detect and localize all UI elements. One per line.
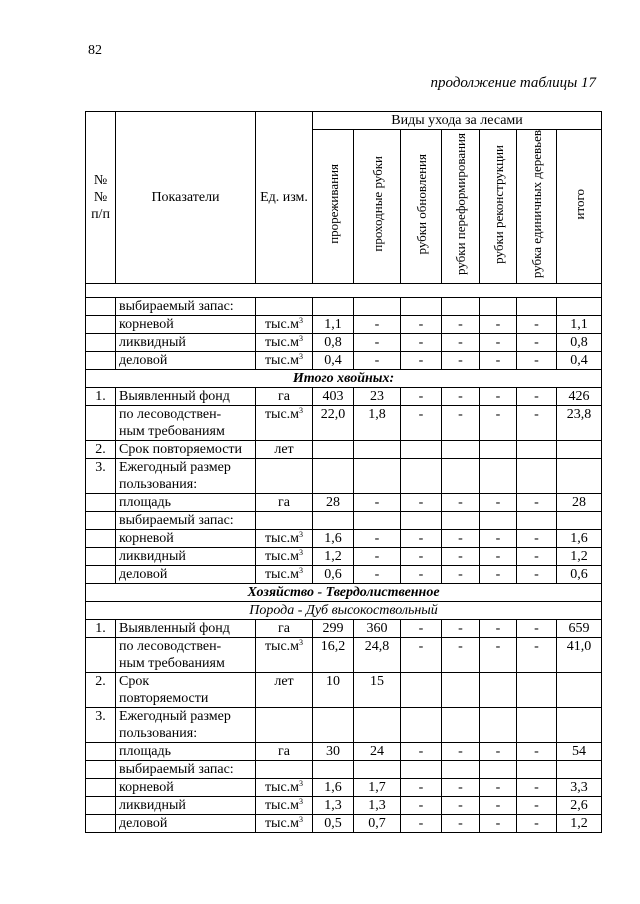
value-cell <box>442 298 480 316</box>
value-cell: - <box>480 494 517 512</box>
value-cell: 28 <box>557 494 602 512</box>
table-row <box>86 779 602 797</box>
unit-cell: $тыс.м^3$ <box>256 316 313 334</box>
value-cell: 23 <box>354 388 401 406</box>
indicator-name: ликвидный <box>116 548 256 566</box>
row-number <box>86 406 116 441</box>
value-cell: 22,0 <box>313 406 354 441</box>
value-cell <box>557 298 602 316</box>
value-cell: 0,6 <box>557 566 602 584</box>
table-row <box>86 494 602 512</box>
value-cell <box>401 512 442 530</box>
value-cell <box>517 673 557 708</box>
unit-cell: $тыс.м^3$ <box>256 548 313 566</box>
value-cell: - <box>401 638 442 673</box>
value-cell: - <box>480 530 517 548</box>
value-cell: - <box>401 566 442 584</box>
care-kind-label: прореживания <box>325 164 341 244</box>
row-number <box>86 512 116 530</box>
value-cell: - <box>442 566 480 584</box>
col-indicators-header: Показатели <box>116 112 256 284</box>
value-cell: 1,7 <box>354 779 401 797</box>
indicator-name: по лесоводствен- ным требованиям <box>116 406 256 441</box>
value-cell: - <box>480 815 517 833</box>
unit-cell: га <box>256 388 313 406</box>
value-cell: - <box>354 494 401 512</box>
value-cell <box>517 708 557 743</box>
table-row <box>86 512 602 530</box>
value-cell: - <box>517 494 557 512</box>
value-cell: 1,2 <box>557 548 602 566</box>
unit-cell: $тыс.м^3$ <box>256 406 313 441</box>
value-cell: - <box>442 779 480 797</box>
value-cell: 0,6 <box>313 566 354 584</box>
indicator-name: выбираемый запас: <box>116 512 256 530</box>
care-kind-header <box>557 130 602 284</box>
indicator-name: выбираемый запас: <box>116 761 256 779</box>
value-cell: - <box>480 620 517 638</box>
forest-care-table <box>85 111 602 833</box>
value-cell: 0,8 <box>313 334 354 352</box>
indicator-name: Срок повторяемости <box>116 673 256 708</box>
value-cell: - <box>442 316 480 334</box>
value-cell: - <box>517 406 557 441</box>
value-cell: - <box>442 620 480 638</box>
value-cell: - <box>517 743 557 761</box>
table-row <box>86 441 602 459</box>
table-row <box>86 638 602 673</box>
value-cell: - <box>480 388 517 406</box>
value-cell: - <box>401 494 442 512</box>
value-cell: - <box>442 815 480 833</box>
table-row <box>86 352 602 370</box>
care-kinds-group-header: Виды ухода за лесами <box>313 112 602 130</box>
indicator-name: ликвидный <box>116 797 256 815</box>
unit-cell: $тыс.м^3$ <box>256 530 313 548</box>
table-row <box>86 673 602 708</box>
indicator-name: деловой <box>116 352 256 370</box>
value-cell: 15 <box>354 673 401 708</box>
indicator-name: корневой <box>116 316 256 334</box>
value-cell: 1,6 <box>557 530 602 548</box>
value-cell <box>480 761 517 779</box>
value-cell <box>313 761 354 779</box>
row-number: 3. <box>86 708 116 743</box>
col-number-header: №№ п/п <box>86 112 116 284</box>
value-cell: - <box>354 352 401 370</box>
value-cell <box>442 761 480 779</box>
unit-cell: $тыс.м^3$ <box>256 815 313 833</box>
value-cell: 3,3 <box>557 779 602 797</box>
value-cell: 1,2 <box>557 815 602 833</box>
indicator-name: корневой <box>116 779 256 797</box>
value-cell: - <box>480 548 517 566</box>
table-row <box>86 388 602 406</box>
value-cell <box>442 673 480 708</box>
care-kind-header <box>480 130 517 284</box>
row-number: 1. <box>86 388 116 406</box>
indicator-name: Выявленный фонд <box>116 620 256 638</box>
value-cell: 1,2 <box>313 548 354 566</box>
value-cell: - <box>442 548 480 566</box>
table-row <box>86 743 602 761</box>
value-cell: - <box>442 334 480 352</box>
value-cell <box>354 298 401 316</box>
value-cell: - <box>401 815 442 833</box>
unit-cell <box>256 708 313 743</box>
value-cell: 23,8 <box>557 406 602 441</box>
unit-cell: лет <box>256 441 313 459</box>
value-cell: 24 <box>354 743 401 761</box>
value-cell: 41,0 <box>557 638 602 673</box>
value-cell: - <box>517 530 557 548</box>
row-number <box>86 761 116 779</box>
table-row <box>86 815 602 833</box>
value-cell: 1,1 <box>557 316 602 334</box>
value-cell: 2,6 <box>557 797 602 815</box>
value-cell <box>442 441 480 459</box>
value-cell: - <box>354 316 401 334</box>
indicator-name: по лесоводствен- ным требованиям <box>116 638 256 673</box>
value-cell: 1,3 <box>354 797 401 815</box>
row-number <box>86 743 116 761</box>
header-spacer-row <box>86 284 602 298</box>
value-cell: 426 <box>557 388 602 406</box>
value-cell: - <box>480 406 517 441</box>
value-cell: - <box>517 566 557 584</box>
indicator-name: корневой <box>116 530 256 548</box>
value-cell: 1,6 <box>313 530 354 548</box>
value-cell: - <box>442 743 480 761</box>
row-number <box>86 548 116 566</box>
value-cell: 299 <box>313 620 354 638</box>
value-cell <box>480 459 517 494</box>
value-cell <box>480 673 517 708</box>
value-cell <box>557 459 602 494</box>
care-kind-label: рубки реконструкции <box>490 144 506 264</box>
subsection-row <box>86 602 602 620</box>
row-number <box>86 815 116 833</box>
value-cell: - <box>442 388 480 406</box>
value-cell <box>517 441 557 459</box>
value-cell: - <box>401 779 442 797</box>
care-kind-header <box>354 130 401 284</box>
value-cell <box>442 708 480 743</box>
value-cell: 1,1 <box>313 316 354 334</box>
unit-cell: $тыс.м^3$ <box>256 352 313 370</box>
value-cell: - <box>480 316 517 334</box>
value-cell: - <box>442 352 480 370</box>
row-number <box>86 566 116 584</box>
row-number <box>86 494 116 512</box>
indicator-name: ликвидный <box>116 334 256 352</box>
table-row <box>86 316 602 334</box>
row-number: 1. <box>86 620 116 638</box>
care-kind-header <box>313 130 354 284</box>
table-row <box>86 530 602 548</box>
table-row <box>86 708 602 743</box>
value-cell: - <box>517 815 557 833</box>
value-cell: - <box>401 530 442 548</box>
value-cell <box>517 459 557 494</box>
value-cell: 659 <box>557 620 602 638</box>
row-number: 2. <box>86 673 116 708</box>
value-cell: - <box>480 334 517 352</box>
unit-cell <box>256 459 313 494</box>
value-cell: - <box>401 316 442 334</box>
table-row <box>86 406 602 441</box>
unit-cell: лет <box>256 673 313 708</box>
value-cell: 360 <box>354 620 401 638</box>
table-body <box>86 298 602 833</box>
row-number <box>86 638 116 673</box>
indicator-name: выбираемый запас: <box>116 298 256 316</box>
value-cell: - <box>517 334 557 352</box>
value-cell <box>313 512 354 530</box>
section-title: Итого хвойных: <box>86 370 602 388</box>
value-cell <box>313 441 354 459</box>
value-cell: - <box>480 566 517 584</box>
value-cell <box>313 708 354 743</box>
row-number <box>86 797 116 815</box>
table-row <box>86 334 602 352</box>
care-kind-header <box>442 130 480 284</box>
value-cell: 403 <box>313 388 354 406</box>
row-number <box>86 334 116 352</box>
indicator-name: деловой <box>116 815 256 833</box>
unit-cell: $тыс.м^3$ <box>256 334 313 352</box>
value-cell: - <box>442 638 480 673</box>
care-kind-label: рубки обновления <box>413 153 429 255</box>
value-cell <box>401 459 442 494</box>
value-cell <box>517 512 557 530</box>
value-cell <box>557 512 602 530</box>
value-cell <box>557 673 602 708</box>
value-cell: 1,6 <box>313 779 354 797</box>
value-cell <box>354 441 401 459</box>
value-cell: - <box>517 388 557 406</box>
value-cell <box>354 459 401 494</box>
value-cell: 30 <box>313 743 354 761</box>
table-row <box>86 548 602 566</box>
row-number: 2. <box>86 441 116 459</box>
value-cell <box>480 298 517 316</box>
value-cell <box>557 441 602 459</box>
subsection-title: Порода - Дуб высокоствольный <box>86 602 602 620</box>
value-cell: 28 <box>313 494 354 512</box>
value-cell: - <box>442 494 480 512</box>
value-cell: - <box>517 638 557 673</box>
value-cell: - <box>442 797 480 815</box>
continuation-note: продолжение таблицы 17 <box>430 75 596 91</box>
value-cell <box>517 298 557 316</box>
row-number <box>86 298 116 316</box>
value-cell: - <box>480 797 517 815</box>
value-cell: - <box>354 530 401 548</box>
value-cell: 10 <box>313 673 354 708</box>
value-cell: 24,8 <box>354 638 401 673</box>
value-cell: - <box>401 548 442 566</box>
value-cell <box>401 708 442 743</box>
value-cell: - <box>354 548 401 566</box>
value-cell: - <box>480 352 517 370</box>
value-cell: 0,7 <box>354 815 401 833</box>
unit-cell <box>256 761 313 779</box>
indicator-name: Ежегодный размер пользования: <box>116 459 256 494</box>
care-kind-label: итого <box>571 188 587 220</box>
value-cell <box>557 761 602 779</box>
row-number <box>86 352 116 370</box>
value-cell: 0,4 <box>557 352 602 370</box>
table-row <box>86 797 602 815</box>
value-cell <box>480 512 517 530</box>
row-number <box>86 779 116 797</box>
value-cell: - <box>401 743 442 761</box>
value-cell: - <box>401 388 442 406</box>
care-kind-label: рубка единичных деревьев <box>529 130 544 279</box>
value-cell <box>401 298 442 316</box>
care-kind-label: рубки переформирования <box>453 133 468 276</box>
value-cell <box>354 512 401 530</box>
value-cell: - <box>354 566 401 584</box>
page-number: 82 <box>88 43 102 58</box>
value-cell: - <box>480 743 517 761</box>
table-row <box>86 566 602 584</box>
section-row <box>86 584 602 602</box>
table-header <box>86 112 602 298</box>
value-cell <box>401 441 442 459</box>
section-row <box>86 370 602 388</box>
value-cell: 1,8 <box>354 406 401 441</box>
col-unit-header: Ед. изм. <box>256 112 313 284</box>
table-row <box>86 459 602 494</box>
unit-cell <box>256 298 313 316</box>
value-cell: - <box>517 548 557 566</box>
value-cell <box>313 459 354 494</box>
value-cell <box>354 761 401 779</box>
row-number <box>86 316 116 334</box>
value-cell <box>401 761 442 779</box>
unit-cell: га <box>256 620 313 638</box>
unit-cell: га <box>256 743 313 761</box>
value-cell: - <box>480 779 517 797</box>
value-cell: 0,8 <box>557 334 602 352</box>
value-cell: - <box>517 620 557 638</box>
table-row <box>86 620 602 638</box>
value-cell <box>517 761 557 779</box>
value-cell: - <box>401 334 442 352</box>
unit-cell: $тыс.м^3$ <box>256 797 313 815</box>
value-cell: - <box>401 352 442 370</box>
value-cell <box>442 459 480 494</box>
value-cell <box>480 708 517 743</box>
value-cell <box>354 708 401 743</box>
indicator-name: Выявленный фонд <box>116 388 256 406</box>
value-cell: - <box>401 406 442 441</box>
value-cell: 0,4 <box>313 352 354 370</box>
indicator-name: деловой <box>116 566 256 584</box>
care-kind-header <box>401 130 442 284</box>
value-cell: 0,5 <box>313 815 354 833</box>
value-cell <box>557 708 602 743</box>
value-cell <box>313 298 354 316</box>
unit-cell <box>256 512 313 530</box>
value-cell <box>480 441 517 459</box>
indicator-name: Срок повторяемости <box>116 441 256 459</box>
value-cell: - <box>442 530 480 548</box>
value-cell: 54 <box>557 743 602 761</box>
table-row <box>86 761 602 779</box>
section-title: Хозяйство - Твердолиственное <box>86 584 602 602</box>
value-cell: 1,3 <box>313 797 354 815</box>
value-cell: - <box>480 638 517 673</box>
value-cell: - <box>517 316 557 334</box>
value-cell: - <box>401 620 442 638</box>
value-cell: - <box>517 797 557 815</box>
value-cell: - <box>442 406 480 441</box>
unit-cell: $тыс.м^3$ <box>256 779 313 797</box>
value-cell <box>401 673 442 708</box>
value-cell: - <box>354 334 401 352</box>
indicator-name: площадь <box>116 494 256 512</box>
indicator-name: Ежегодный размер пользования: <box>116 708 256 743</box>
unit-cell: га <box>256 494 313 512</box>
indicator-name: площадь <box>116 743 256 761</box>
row-number <box>86 530 116 548</box>
value-cell: - <box>517 779 557 797</box>
unit-cell: $тыс.м^3$ <box>256 566 313 584</box>
care-kind-header <box>517 130 557 284</box>
row-number: 3. <box>86 459 116 494</box>
value-cell: 16,2 <box>313 638 354 673</box>
unit-cell: $тыс.м^3$ <box>256 638 313 673</box>
value-cell: - <box>401 797 442 815</box>
care-kind-label: проходные рубки <box>369 156 385 252</box>
value-cell <box>442 512 480 530</box>
value-cell: - <box>517 352 557 370</box>
table-row <box>86 298 602 316</box>
